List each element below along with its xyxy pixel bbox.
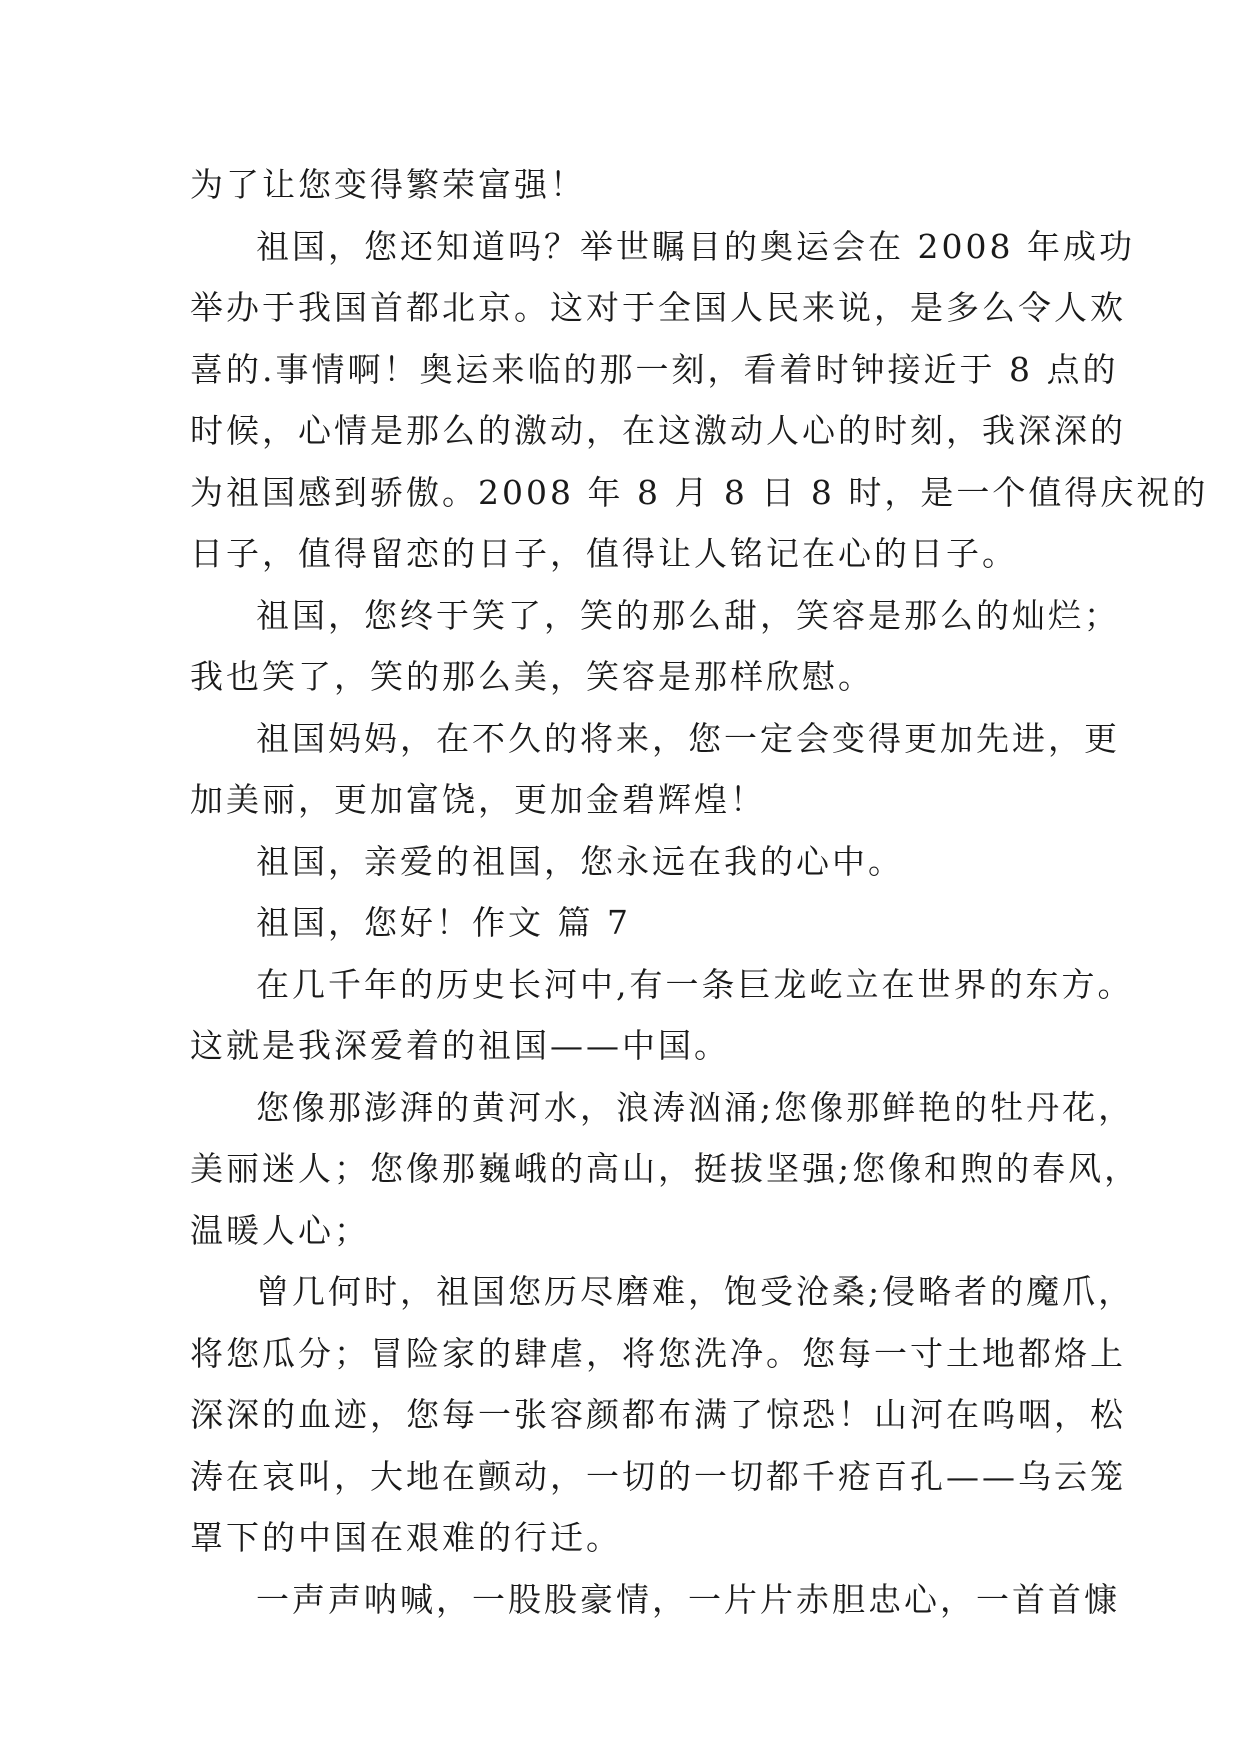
text-line: 一声声呐喊，一股股豪情，一片片赤胆忠心，一首首慷 — [256, 1579, 1120, 1619]
text-line: 涛在哀叫，大地在颤动，一切的一切都千疮百孔——乌云笼 — [190, 1456, 1126, 1496]
text-line: 时候，心情是那么的激动，在这激动人心的时刻，我深深的 — [190, 411, 1126, 450]
text-line: 祖国，您还知道吗？举世瞩目的奥运会在 2008 年成功 — [256, 226, 1135, 266]
text-line: 日子，值得留恋的日子，值得让人铭记在心的日子。 — [190, 534, 1018, 573]
text-line: 我也笑了，笑的那么美，笑容是那样欣慰。 — [190, 657, 874, 696]
body-text — [190, 154, 1209, 1630]
text-line: 深深的血迹，您每一张容颜都布满了惊恐！山河在呜咽，松 — [190, 1395, 1126, 1434]
text-line: 为祖国感到骄傲。2008 年 8 月 8 日 8 时，是一个值得庆祝的 — [190, 472, 1209, 512]
text-line: 祖国，亲爱的祖国，您永远在我的心中。 — [256, 841, 904, 881]
text-line: 在几千年的历史长河中,有一条巨龙屹立在世界的东方。 — [256, 964, 1134, 1004]
text-line: 将您瓜分；冒险家的肆虐，将您洗净。您每一寸土地都烙上 — [190, 1333, 1126, 1373]
text-line: 您像那澎湃的黄河水，浪涛汹涌;您像那鲜艳的牡丹花， — [256, 1087, 1135, 1127]
text-line: 美丽迷人；您像那巍峨的高山，挺拔坚强;您像和煦的春风， — [190, 1149, 1141, 1188]
text-line: 这就是我深爱着的祖国——中国。 — [190, 1026, 730, 1065]
text-line: 祖国，您终于笑了，笑的那么甜，笑容是那么的灿烂； — [256, 595, 1120, 635]
text-line: 为了让您变得繁荣富强！ — [190, 165, 586, 204]
text-line: 举办于我国首都北京。这对于全国人民来说，是多么令人欢 — [190, 288, 1126, 327]
text-line: 罩下的中国在艰难的行迁。 — [190, 1518, 622, 1557]
text-line: 祖国妈妈，在不久的将来，您一定会变得更加先进，更 — [256, 718, 1120, 758]
text-line: 加美丽，更加富饶，更加金碧辉煌！ — [190, 780, 766, 819]
section-heading: 祖国，您好！作文 篇 7 — [256, 903, 631, 942]
text-line: 温暖人心； — [190, 1210, 370, 1250]
text-line: 曾几何时，祖国您历尽磨难，饱受沧桑;侵略者的魔爪， — [256, 1272, 1135, 1311]
text-line: 喜的.事情啊！奥运来临的那一刻，看着时钟接近于 8 点的 — [190, 349, 1119, 389]
